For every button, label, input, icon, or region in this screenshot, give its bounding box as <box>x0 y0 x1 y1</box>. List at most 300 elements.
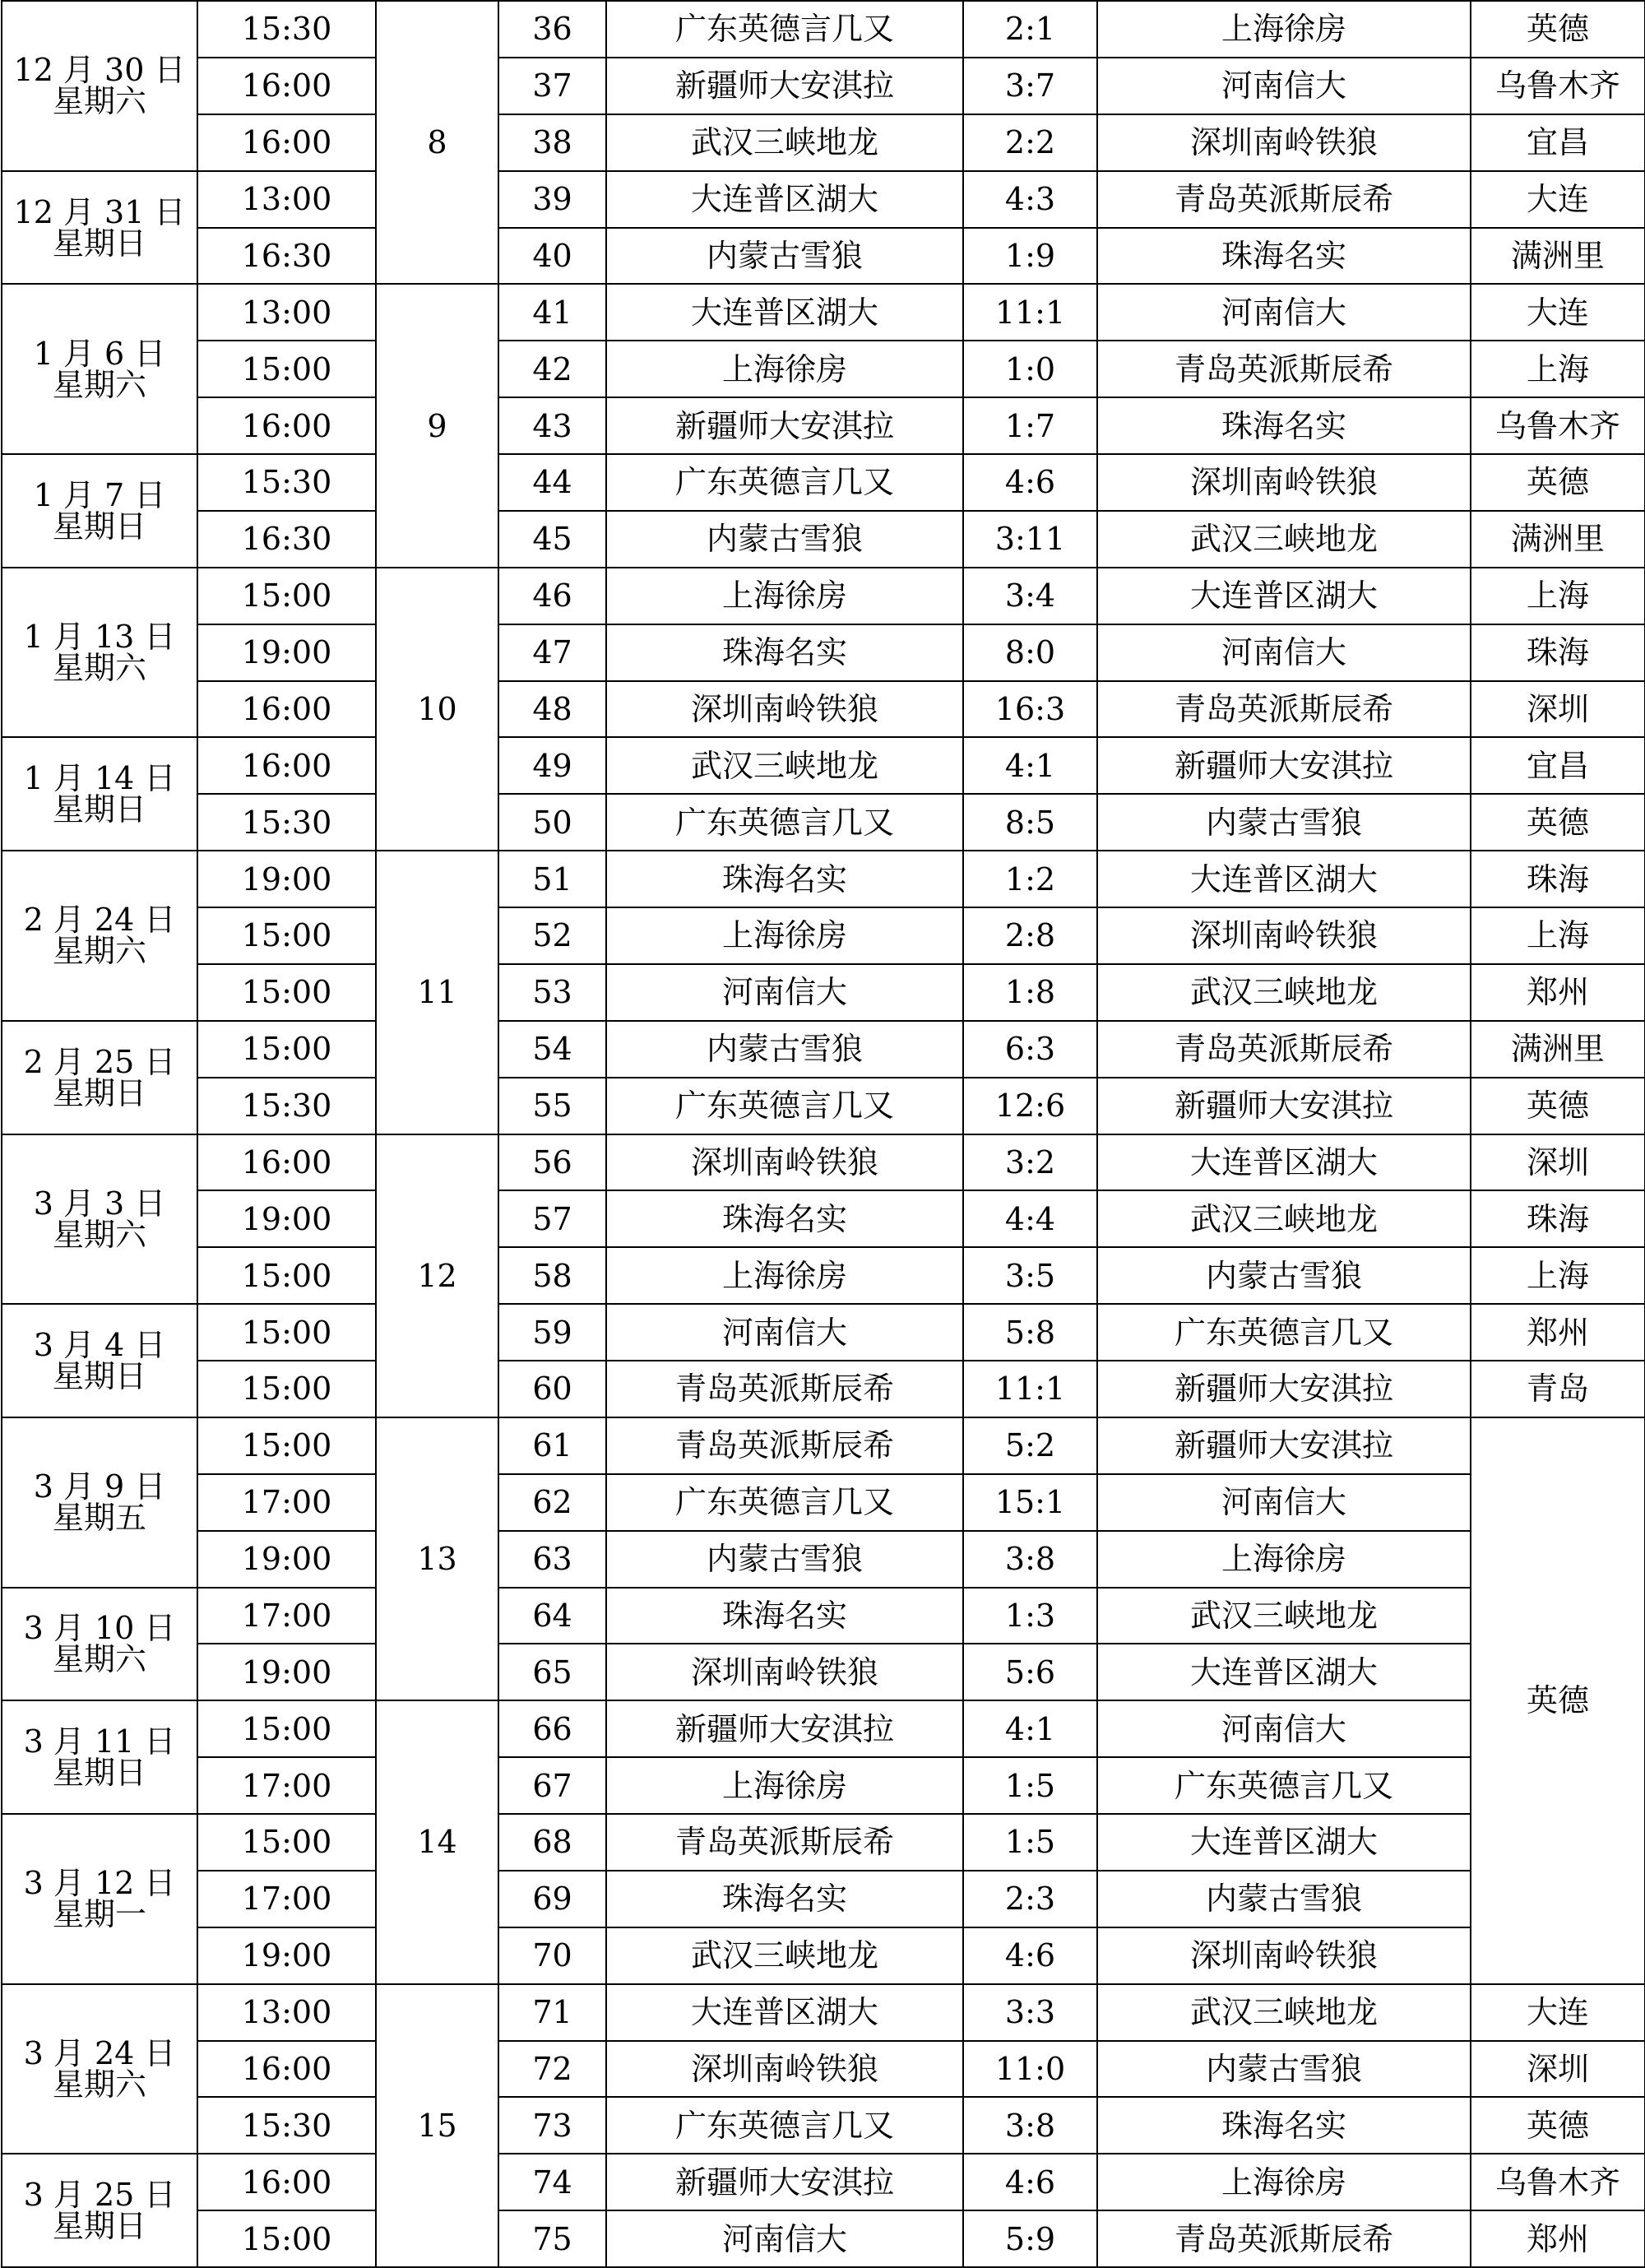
home-team: 广东英德言几又 <box>606 1 963 58</box>
match-number: 69 <box>498 1871 606 1927</box>
match-number: 36 <box>498 1 606 58</box>
home-team: 大连普区湖大 <box>606 1984 963 2041</box>
round-number: 13 <box>376 1417 498 1700</box>
away-team: 珠海名实 <box>1097 2097 1471 2154</box>
home-team: 深圳南岭铁狼 <box>606 1134 963 1191</box>
match-row <box>2 284 1645 341</box>
match-venue: 郑州 <box>1471 964 1645 1021</box>
match-score: 4:6 <box>963 454 1097 511</box>
away-team: 大连普区湖大 <box>1097 1814 1471 1871</box>
match-venue: 上海 <box>1471 907 1645 964</box>
away-team: 广东英德言几又 <box>1097 1304 1471 1361</box>
round-number: 15 <box>376 1984 498 2267</box>
away-team: 大连普区湖大 <box>1097 568 1471 624</box>
kickoff-time: 17:00 <box>197 1871 376 1927</box>
away-team: 上海徐房 <box>1097 1531 1471 1588</box>
match-row <box>2 114 1645 171</box>
away-team: 武汉三峡地龙 <box>1097 1588 1471 1644</box>
match-score: 2:8 <box>963 907 1097 964</box>
away-team: 新疆师大安淇拉 <box>1097 1078 1471 1134</box>
match-date: 1 月 7 日 <box>33 476 166 513</box>
match-venue: 乌鲁木齐 <box>1471 397 1645 454</box>
match-number: 51 <box>498 851 606 907</box>
match-number: 61 <box>498 1417 606 1474</box>
kickoff-time: 16:00 <box>197 397 376 454</box>
home-team: 青岛英派斯辰希 <box>606 1417 963 1474</box>
match-venue: 英德 <box>1471 1417 1645 1984</box>
match-score: 4:6 <box>963 2154 1097 2210</box>
match-venue: 英德 <box>1471 1078 1645 1134</box>
match-date-cell <box>2 1417 197 1588</box>
match-number: 56 <box>498 1134 606 1191</box>
match-row <box>2 341 1645 397</box>
away-team: 青岛英派斯辰希 <box>1097 341 1471 397</box>
match-row <box>2 1190 1645 1247</box>
match-weekday: 星期六 <box>52 650 146 687</box>
kickoff-time: 16:00 <box>197 2041 376 2098</box>
match-row <box>2 851 1645 907</box>
match-score: 1:2 <box>963 851 1097 907</box>
match-date-cell <box>2 737 197 851</box>
match-row <box>2 1361 1645 1417</box>
match-venue: 郑州 <box>1471 1304 1645 1361</box>
away-team: 河南信大 <box>1097 58 1471 114</box>
match-number: 58 <box>498 1247 606 1304</box>
match-row <box>2 2154 1645 2210</box>
match-number: 43 <box>498 397 606 454</box>
match-weekday: 星期日 <box>52 2208 146 2245</box>
match-venue: 满洲里 <box>1471 511 1645 568</box>
match-number: 75 <box>498 2210 606 2267</box>
match-date-cell <box>2 1984 197 2154</box>
match-number: 40 <box>498 228 606 285</box>
match-score: 8:5 <box>963 794 1097 851</box>
match-score: 1:0 <box>963 341 1097 397</box>
away-team: 河南信大 <box>1097 1700 1471 1757</box>
match-row <box>2 511 1645 568</box>
match-venue: 大连 <box>1471 1984 1645 2041</box>
away-team: 新疆师大安淇拉 <box>1097 737 1471 794</box>
match-date-cell <box>2 1304 197 1417</box>
match-row <box>2 2210 1645 2267</box>
kickoff-time: 15:30 <box>197 1 376 58</box>
match-venue: 青岛 <box>1471 1361 1645 1417</box>
match-row <box>2 1927 1645 1984</box>
home-team: 内蒙古雪狼 <box>606 1531 963 1588</box>
kickoff-time: 15:30 <box>197 794 376 851</box>
match-venue: 满洲里 <box>1471 1021 1645 1078</box>
match-date: 3 月 11 日 <box>23 1723 176 1760</box>
match-score: 4:1 <box>963 1700 1097 1757</box>
match-score: 5:6 <box>963 1644 1097 1700</box>
match-venue: 上海 <box>1471 1247 1645 1304</box>
round-number: 8 <box>376 1 498 284</box>
match-venue: 宜昌 <box>1471 737 1645 794</box>
match-score: 8:0 <box>963 624 1097 681</box>
kickoff-time: 17:00 <box>197 1757 376 1814</box>
match-score: 1:9 <box>963 228 1097 285</box>
match-row <box>2 964 1645 1021</box>
round-number: 10 <box>376 568 498 851</box>
match-venue: 英德 <box>1471 794 1645 851</box>
home-team: 深圳南岭铁狼 <box>606 1644 963 1700</box>
match-date-cell <box>2 1588 197 1701</box>
match-number: 54 <box>498 1021 606 1078</box>
match-weekday: 星期一 <box>52 1896 146 1933</box>
match-date: 12 月 31 日 <box>13 193 186 230</box>
match-weekday: 星期六 <box>52 366 146 403</box>
match-date-cell <box>2 1134 197 1305</box>
home-team: 上海徐房 <box>606 907 963 964</box>
match-row <box>2 737 1645 794</box>
match-venue: 上海 <box>1471 341 1645 397</box>
home-team: 珠海名实 <box>606 851 963 907</box>
match-venue: 大连 <box>1471 284 1645 341</box>
match-date: 2 月 25 日 <box>23 1043 176 1080</box>
kickoff-time: 19:00 <box>197 1531 376 1588</box>
match-number: 50 <box>498 794 606 851</box>
match-score: 11:1 <box>963 1361 1097 1417</box>
match-score: 2:2 <box>963 114 1097 171</box>
match-row <box>2 397 1645 454</box>
match-score: 2:3 <box>963 1871 1097 1927</box>
match-date: 3 月 24 日 <box>23 2034 176 2071</box>
match-score: 3:8 <box>963 2097 1097 2154</box>
home-team: 新疆师大安淇拉 <box>606 58 963 114</box>
kickoff-time: 19:00 <box>197 624 376 681</box>
kickoff-time: 16:30 <box>197 511 376 568</box>
match-date-cell <box>2 1 197 171</box>
match-date-cell <box>2 284 197 454</box>
match-score: 16:3 <box>963 681 1097 738</box>
match-weekday: 星期六 <box>52 83 146 120</box>
kickoff-time: 19:00 <box>197 1644 376 1700</box>
kickoff-time: 16:00 <box>197 1134 376 1191</box>
match-date: 3 月 25 日 <box>23 2177 176 2214</box>
match-number: 72 <box>498 2041 606 2098</box>
kickoff-time: 19:00 <box>197 1190 376 1247</box>
match-row <box>2 1588 1645 1644</box>
home-team: 河南信大 <box>606 2210 963 2267</box>
kickoff-time: 15:00 <box>197 1247 376 1304</box>
match-number: 37 <box>498 58 606 114</box>
away-team: 深圳南岭铁狼 <box>1097 114 1471 171</box>
kickoff-time: 13:00 <box>197 284 376 341</box>
kickoff-time: 16:30 <box>197 228 376 285</box>
match-row <box>2 568 1645 624</box>
match-score: 5:9 <box>963 2210 1097 2267</box>
round-number: 14 <box>376 1700 498 1983</box>
match-number: 67 <box>498 1757 606 1814</box>
match-number: 71 <box>498 1984 606 2041</box>
home-team: 上海徐房 <box>606 1247 963 1304</box>
match-number: 70 <box>498 1927 606 1984</box>
match-row <box>2 228 1645 285</box>
match-score: 3:2 <box>963 1134 1097 1191</box>
match-row <box>2 58 1645 114</box>
match-number: 38 <box>498 114 606 171</box>
match-number: 52 <box>498 907 606 964</box>
match-row <box>2 2097 1645 2154</box>
match-row <box>2 1 1645 58</box>
match-row <box>2 2041 1645 2098</box>
match-weekday: 星期六 <box>52 1216 146 1253</box>
home-team: 上海徐房 <box>606 1757 963 1814</box>
match-date: 3 月 10 日 <box>23 1610 176 1647</box>
match-date: 3 月 12 日 <box>23 1865 176 1902</box>
away-team: 深圳南岭铁狼 <box>1097 454 1471 511</box>
kickoff-time: 15:00 <box>197 1304 376 1361</box>
match-weekday: 星期五 <box>52 1500 146 1537</box>
kickoff-time: 15:00 <box>197 341 376 397</box>
match-date-cell <box>2 851 197 1021</box>
match-row <box>2 1700 1645 1757</box>
match-row <box>2 171 1645 228</box>
match-score: 3:4 <box>963 568 1097 624</box>
away-team: 广东英德言几又 <box>1097 1757 1471 1814</box>
match-number: 42 <box>498 341 606 397</box>
kickoff-time: 15:00 <box>197 907 376 964</box>
away-team: 新疆师大安淇拉 <box>1097 1417 1471 1474</box>
round-number: 11 <box>376 851 498 1134</box>
match-score: 1:5 <box>963 1814 1097 1871</box>
match-number: 57 <box>498 1190 606 1247</box>
match-venue: 大连 <box>1471 171 1645 228</box>
away-team: 大连普区湖大 <box>1097 851 1471 907</box>
match-number: 39 <box>498 171 606 228</box>
away-team: 珠海名实 <box>1097 397 1471 454</box>
match-score: 4:3 <box>963 171 1097 228</box>
match-row <box>2 1644 1645 1700</box>
kickoff-time: 15:00 <box>197 1417 376 1474</box>
home-team: 珠海名实 <box>606 1871 963 1927</box>
home-team: 大连普区湖大 <box>606 284 963 341</box>
match-date-cell <box>2 1700 197 1814</box>
match-venue: 上海 <box>1471 568 1645 624</box>
kickoff-time: 16:00 <box>197 681 376 738</box>
home-team: 大连普区湖大 <box>606 171 963 228</box>
match-date: 1 月 14 日 <box>23 760 176 797</box>
kickoff-time: 19:00 <box>197 1927 376 1984</box>
away-team: 深圳南岭铁狼 <box>1097 907 1471 964</box>
match-score: 1:7 <box>963 397 1097 454</box>
match-row <box>2 1417 1645 1474</box>
away-team: 深圳南岭铁狼 <box>1097 1927 1471 1984</box>
kickoff-time: 15:00 <box>197 2210 376 2267</box>
match-date: 12 月 30 日 <box>13 52 186 89</box>
match-venue: 珠海 <box>1471 1190 1645 1247</box>
match-score: 6:3 <box>963 1021 1097 1078</box>
kickoff-time: 15:00 <box>197 568 376 624</box>
home-team: 青岛英派斯辰希 <box>606 1814 963 1871</box>
match-date-cell <box>2 171 197 285</box>
match-number: 63 <box>498 1531 606 1588</box>
home-team: 珠海名实 <box>606 624 963 681</box>
kickoff-time: 15:30 <box>197 454 376 511</box>
match-venue: 英德 <box>1471 2097 1645 2154</box>
away-team: 新疆师大安淇拉 <box>1097 1361 1471 1417</box>
match-date-cell <box>2 454 197 568</box>
match-score: 15:1 <box>963 1474 1097 1531</box>
match-number: 64 <box>498 1588 606 1644</box>
away-team: 大连普区湖大 <box>1097 1644 1471 1700</box>
home-team: 河南信大 <box>606 1304 963 1361</box>
match-venue: 深圳 <box>1471 681 1645 738</box>
home-team: 内蒙古雪狼 <box>606 228 963 285</box>
match-date-cell <box>2 568 197 738</box>
match-score: 1:8 <box>963 964 1097 1021</box>
match-score: 3:7 <box>963 58 1097 114</box>
kickoff-time: 15:00 <box>197 964 376 1021</box>
match-row <box>2 1304 1645 1361</box>
away-team: 上海徐房 <box>1097 2154 1471 2210</box>
match-row <box>2 907 1645 964</box>
match-row <box>2 1757 1645 1814</box>
match-row <box>2 794 1645 851</box>
kickoff-time: 13:00 <box>197 1984 376 2041</box>
match-number: 60 <box>498 1361 606 1417</box>
match-score: 5:2 <box>963 1417 1097 1474</box>
match-row <box>2 1021 1645 1078</box>
home-team: 上海徐房 <box>606 341 963 397</box>
match-row <box>2 1247 1645 1304</box>
match-score: 3:8 <box>963 1531 1097 1588</box>
match-venue: 郑州 <box>1471 2210 1645 2267</box>
match-weekday: 星期日 <box>52 508 146 545</box>
match-weekday: 星期日 <box>52 225 146 262</box>
match-number: 73 <box>498 2097 606 2154</box>
match-date: 3 月 4 日 <box>33 1327 166 1363</box>
kickoff-time: 15:30 <box>197 2097 376 2154</box>
schedule-body <box>2 1 1645 2267</box>
match-venue: 满洲里 <box>1471 228 1645 285</box>
match-score: 4:4 <box>963 1190 1097 1247</box>
away-team: 武汉三峡地龙 <box>1097 1984 1471 2041</box>
match-venue: 乌鲁木齐 <box>1471 2154 1645 2210</box>
match-score: 4:6 <box>963 1927 1097 1984</box>
home-team: 珠海名实 <box>606 1588 963 1644</box>
home-team: 珠海名实 <box>606 1190 963 1247</box>
home-team: 广东英德言几又 <box>606 2097 963 2154</box>
match-number: 68 <box>498 1814 606 1871</box>
away-team: 武汉三峡地龙 <box>1097 964 1471 1021</box>
match-score: 11:0 <box>963 2041 1097 2098</box>
away-team: 青岛英派斯辰希 <box>1097 681 1471 738</box>
away-team: 河南信大 <box>1097 284 1471 341</box>
kickoff-time: 16:00 <box>197 58 376 114</box>
match-venue: 英德 <box>1471 1 1645 58</box>
match-row <box>2 624 1645 681</box>
match-date: 3 月 3 日 <box>33 1185 166 1222</box>
match-score: 11:1 <box>963 284 1097 341</box>
match-score: 5:8 <box>963 1304 1097 1361</box>
away-team: 上海徐房 <box>1097 1 1471 58</box>
match-venue: 珠海 <box>1471 624 1645 681</box>
home-team: 新疆师大安淇拉 <box>606 397 963 454</box>
home-team: 广东英德言几又 <box>606 1078 963 1134</box>
home-team: 新疆师大安淇拉 <box>606 1700 963 1757</box>
away-team: 青岛英派斯辰希 <box>1097 1021 1471 1078</box>
home-team: 青岛英派斯辰希 <box>606 1361 963 1417</box>
match-venue: 宜昌 <box>1471 114 1645 171</box>
kickoff-time: 16:00 <box>197 114 376 171</box>
match-date: 1 月 13 日 <box>23 619 176 656</box>
match-number: 49 <box>498 737 606 794</box>
away-team: 大连普区湖大 <box>1097 1134 1471 1191</box>
match-weekday: 星期六 <box>52 933 146 970</box>
match-score: 2:1 <box>963 1 1097 58</box>
kickoff-time: 17:00 <box>197 1588 376 1644</box>
match-score: 1:3 <box>963 1588 1097 1644</box>
match-number: 44 <box>498 454 606 511</box>
kickoff-time: 16:00 <box>197 737 376 794</box>
match-score: 4:1 <box>963 737 1097 794</box>
match-date-cell <box>2 2154 197 2267</box>
away-team: 青岛英派斯辰希 <box>1097 2210 1471 2267</box>
home-team: 深圳南岭铁狼 <box>606 2041 963 2098</box>
match-weekday: 星期日 <box>52 1358 146 1394</box>
match-weekday: 星期六 <box>52 2066 146 2103</box>
kickoff-time: 15:00 <box>197 1700 376 1757</box>
match-row <box>2 681 1645 738</box>
match-number: 41 <box>498 284 606 341</box>
match-score: 1:5 <box>963 1757 1097 1814</box>
match-number: 48 <box>498 681 606 738</box>
away-team: 青岛英派斯辰希 <box>1097 171 1471 228</box>
home-team: 内蒙古雪狼 <box>606 1021 963 1078</box>
kickoff-time: 13:00 <box>197 171 376 228</box>
match-weekday: 星期日 <box>52 1074 146 1111</box>
away-team: 武汉三峡地龙 <box>1097 511 1471 568</box>
away-team: 河南信大 <box>1097 624 1471 681</box>
away-team: 内蒙古雪狼 <box>1097 1247 1471 1304</box>
home-team: 广东英德言几又 <box>606 794 963 851</box>
kickoff-time: 17:00 <box>197 1474 376 1531</box>
away-team: 内蒙古雪狼 <box>1097 794 1471 851</box>
match-row <box>2 1531 1645 1588</box>
match-number: 45 <box>498 511 606 568</box>
home-team: 河南信大 <box>606 964 963 1021</box>
match-venue: 英德 <box>1471 454 1645 511</box>
home-team: 武汉三峡地龙 <box>606 1927 963 1984</box>
match-weekday: 星期日 <box>52 1755 146 1792</box>
match-date: 2 月 24 日 <box>23 902 176 939</box>
away-team: 河南信大 <box>1097 1474 1471 1531</box>
match-row <box>2 1814 1645 1871</box>
match-date-cell <box>2 1814 197 1984</box>
home-team: 武汉三峡地龙 <box>606 114 963 171</box>
match-weekday: 星期日 <box>52 791 146 828</box>
match-number: 66 <box>498 1700 606 1757</box>
kickoff-time: 15:00 <box>197 1814 376 1871</box>
match-venue: 深圳 <box>1471 2041 1645 2098</box>
away-team: 内蒙古雪狼 <box>1097 2041 1471 2098</box>
match-date-cell <box>2 1021 197 1134</box>
match-date: 1 月 6 日 <box>33 335 166 372</box>
match-schedule-table <box>1 0 1645 2268</box>
match-row <box>2 1984 1645 2041</box>
home-team: 新疆师大安淇拉 <box>606 2154 963 2210</box>
home-team: 内蒙古雪狼 <box>606 511 963 568</box>
home-team: 广东英德言几又 <box>606 1474 963 1531</box>
away-team: 珠海名实 <box>1097 228 1471 285</box>
kickoff-time: 15:00 <box>197 1361 376 1417</box>
match-score: 3:5 <box>963 1247 1097 1304</box>
match-number: 59 <box>498 1304 606 1361</box>
home-team: 武汉三峡地龙 <box>606 737 963 794</box>
round-number: 9 <box>376 284 498 567</box>
match-number: 53 <box>498 964 606 1021</box>
